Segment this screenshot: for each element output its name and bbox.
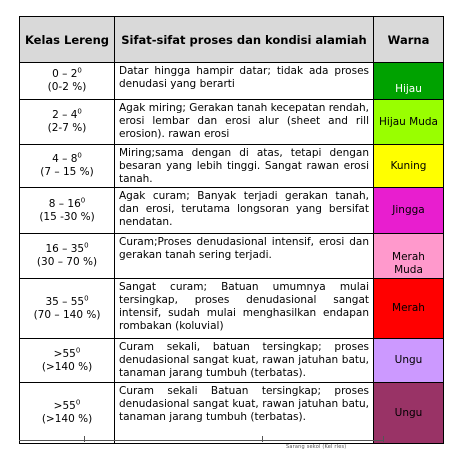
slope-percent: (7 – 15 %) <box>40 166 94 178</box>
process-description: Agak curam; Banyak terjadi gerakan tanah, dan erosi, terutama longsoran yang bersifat nendatan. <box>115 188 374 234</box>
slope-percent: (>140 %) <box>41 360 93 373</box>
table-row <box>20 234 444 279</box>
color-cell: Jingga <box>374 188 444 234</box>
slope-class-cell <box>20 188 115 234</box>
footer-tick <box>383 436 384 442</box>
slope-range: >55 <box>53 400 76 412</box>
header-warna: Warna <box>374 17 444 63</box>
slope-range: 2 – 4 <box>52 109 78 121</box>
degree-sup: 0 <box>75 398 81 407</box>
header-kelas-lereng: Kelas Lereng <box>20 17 115 63</box>
table-row <box>20 63 444 100</box>
slope-percent: (2-7 %) <box>47 122 87 134</box>
slope-class-cell <box>20 145 115 188</box>
process-description: Curam;Proses denudasional intensif, erosi dan gerakan tanah sering terjadi. <box>115 234 374 279</box>
degree-sup: 0 <box>77 66 82 75</box>
process-description: Miring;sama dengan di atas, tetapi dengan besaran yang lebih tinggi. Sangat rawan erosi tanah. <box>115 145 374 188</box>
slope-percent: (30 – 70 %) <box>36 256 98 268</box>
slope-range: 16 – 35 <box>45 243 85 255</box>
slope-class-cell <box>20 383 115 444</box>
slope-range: 35 – 55 <box>45 295 85 308</box>
color-cell: Hijau Muda <box>374 100 444 145</box>
table-row <box>20 188 444 234</box>
slope-class-cell <box>20 339 115 383</box>
degree-sup: 0 <box>77 151 82 160</box>
table-row <box>20 145 444 188</box>
slope-class-cell <box>20 234 115 279</box>
table-header-row <box>20 17 444 63</box>
slope-range: 8 – 16 <box>48 197 81 210</box>
degree-sup: 0 <box>75 346 81 354</box>
color-cell: Ungu <box>374 383 444 444</box>
slope-percent: (0-2 %) <box>47 81 87 93</box>
slope-class-cell <box>20 279 115 339</box>
color-cell: Hijau <box>374 63 444 100</box>
slope-percent: (15 -30 %) <box>39 210 95 223</box>
table-row <box>20 279 444 339</box>
color-cell: Merah <box>374 279 444 339</box>
color-cell: Ungu <box>374 339 444 383</box>
degree-sup: 0 <box>80 196 86 204</box>
process-description: Datar hingga hampir datar; tidak ada proses denudasi yang berarti <box>115 63 374 100</box>
process-description: Curam sekali Batuan tersingkap; proses denudasional sangat kuat, rawan jatuhan batu, tanaman jarang tumbuh (terbatas). <box>115 383 374 444</box>
process-description: Sangat curam; Batuan umumnya mulai tersingkap, proses denudasional sangat intensif, sudah mulai menghasilkan endapan rombakan (koluvial) <box>115 279 374 339</box>
header-sifat-proses: Sifat-sifat proses dan kondisi alamiah <box>115 17 374 63</box>
table-row <box>20 339 444 383</box>
color-cell: Kuning <box>374 145 444 188</box>
slope-range: >55 <box>53 347 76 360</box>
degree-sup: 0 <box>84 241 89 250</box>
page-footer-rule <box>19 440 384 441</box>
degree-sup: 0 <box>77 107 82 116</box>
slope-percent: (>140 %) <box>41 413 93 425</box>
footer-note: Sarang sekol (Kel rles) <box>286 444 347 450</box>
footer-tick <box>84 436 85 442</box>
table-row <box>20 383 444 444</box>
slope-percent: (70 – 140 %) <box>33 308 101 321</box>
slope-range: 0 – 2 <box>52 68 78 80</box>
degree-sup: 0 <box>84 294 89 302</box>
footer-tick <box>262 436 263 442</box>
slope-class-table <box>19 16 444 444</box>
process-description: Agak miring; Gerakan tanah kecepatan rendah, erosi lembar dan erosi alur (sheet and rill erosion). rawan erosi <box>115 100 374 145</box>
slope-class-cell <box>20 63 115 100</box>
slope-class-cell <box>20 100 115 145</box>
slope-range: 4 – 8 <box>52 153 78 165</box>
process-description: Curam sekali, batuan tersingkap; proses denudasional sangat kuat, rawan jatuhan batu, tanaman jarang tumbuh (terbatas). <box>115 339 374 383</box>
color-cell: Merah Muda <box>374 234 444 279</box>
table-row <box>20 100 444 145</box>
